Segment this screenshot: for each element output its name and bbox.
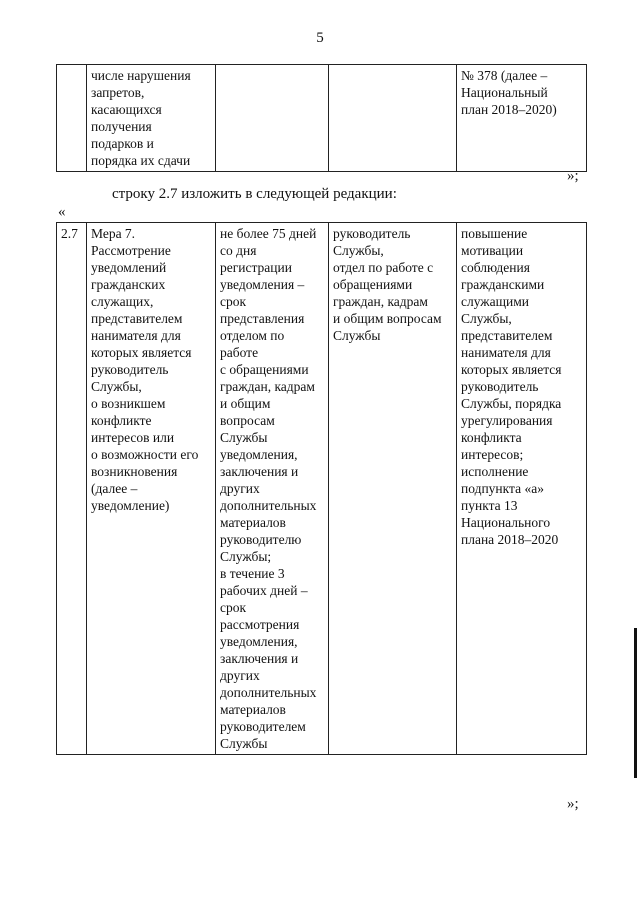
cell-line: материалов	[220, 515, 286, 530]
cell-line: урегулирования	[461, 413, 553, 428]
scan-edge-mark	[634, 628, 637, 778]
cell-line: дополнительных	[220, 498, 317, 513]
opening-quote: «	[58, 204, 66, 220]
cell-line: Национального	[461, 515, 551, 530]
cell-line: Службы,	[461, 311, 512, 326]
cell-line: срок	[220, 294, 247, 309]
cell-line: руководитель	[91, 362, 169, 377]
cell-line: материалов	[220, 702, 286, 717]
measure-cell	[87, 65, 216, 172]
cell-line: и общим	[220, 396, 271, 411]
term-cell	[216, 223, 329, 755]
cell-line: Службы	[220, 430, 268, 445]
result-cell	[457, 65, 587, 172]
cell-line: интересов;	[461, 447, 524, 462]
cell-line: руководитель	[461, 379, 539, 394]
executor-cell	[329, 223, 457, 755]
cell-line: порядка их сдачи	[91, 153, 191, 168]
cell-line: вопросам	[220, 413, 275, 428]
cell-line: повышение	[461, 226, 528, 241]
cell-line: Службы	[333, 328, 381, 343]
cell-line: Службы, порядка	[461, 396, 562, 411]
cell-line: руководитель	[333, 226, 411, 241]
cell-line: уведомления,	[220, 634, 298, 649]
cell-line: уведомление)	[91, 498, 170, 513]
cell-line: нанимателя для	[91, 328, 181, 343]
number-cell	[57, 65, 87, 172]
cell-line: получения	[91, 119, 152, 134]
cell-line: срок	[220, 600, 247, 615]
page-number: 5	[316, 30, 324, 46]
cell-line: других	[220, 481, 260, 496]
cell-line: гражданскими	[461, 277, 545, 292]
cell-line: дополнительных	[220, 685, 317, 700]
cell-line: в течение 3	[220, 566, 285, 581]
cell-line: подпункта «а»	[461, 481, 544, 496]
cell-line: граждан, кадрам	[220, 379, 315, 394]
closing-quote: »;	[567, 796, 579, 812]
measure-cell	[87, 223, 216, 755]
cell-line: Службы,	[333, 243, 384, 258]
cell-line: рабочих дней –	[220, 583, 308, 598]
cell-line: Службы,	[91, 379, 142, 394]
cell-line: план 2018–2020)	[461, 102, 557, 117]
row-number-cell: 2.7	[57, 223, 87, 755]
cell-line: отделом по	[220, 328, 285, 343]
cell-line: возникновения	[91, 464, 178, 479]
cell-line: руководителем	[220, 719, 306, 734]
cell-line: соблюдения	[461, 260, 530, 275]
cell-line: не более 75 дней	[220, 226, 317, 241]
cell-line: Рассмотрение	[91, 243, 171, 258]
continued-table	[56, 64, 587, 172]
cell-line: исполнение	[461, 464, 529, 479]
cell-line: конфликта	[461, 430, 522, 445]
cell-line: заключения и	[220, 651, 299, 666]
cell-line: мотивации	[461, 243, 524, 258]
table-row	[57, 65, 587, 172]
amended-row-table	[56, 222, 587, 755]
result-cell	[457, 223, 587, 755]
cell-line: гражданских	[91, 277, 166, 292]
cell-line: регистрации	[220, 260, 292, 275]
term-cell	[216, 65, 329, 172]
cell-line: числе нарушения	[91, 68, 191, 83]
cell-line: интересов или	[91, 430, 175, 445]
cell-line: конфликте	[91, 413, 152, 428]
instruction-text: строку 2.7 изложить в следующей редакции:	[112, 186, 397, 202]
cell-line: о возникшем	[91, 396, 166, 411]
cell-line: заключения и	[220, 464, 299, 479]
cell-line: служащих,	[91, 294, 154, 309]
cell-line: уведомления –	[220, 277, 305, 292]
cell-line: уведомлений	[91, 260, 167, 275]
cell-line: с обращениями	[220, 362, 309, 377]
cell-line: пункта 13	[461, 498, 518, 513]
cell-line: других	[220, 668, 260, 683]
cell-line: служащими	[461, 294, 530, 309]
cell-line: обращениями	[333, 277, 413, 292]
cell-line: Службы	[220, 736, 268, 751]
cell-line: представления	[220, 311, 305, 326]
cell-line: граждан, кадрам	[333, 294, 428, 309]
cell-line: и общим вопросам	[333, 311, 442, 326]
cell-line: работе	[220, 345, 259, 360]
cell-line: которых является	[461, 362, 562, 377]
cell-line: Службы;	[220, 549, 272, 564]
cell-line: уведомления,	[220, 447, 298, 462]
cell-line: запретов,	[91, 85, 145, 100]
cell-line: плана 2018–2020	[461, 532, 559, 547]
cell-line: которых является	[91, 345, 192, 360]
cell-line: (далее –	[91, 481, 138, 496]
executor-cell	[329, 65, 457, 172]
table-row	[57, 223, 587, 755]
cell-line: № 378 (далее –	[461, 68, 548, 83]
cell-line: Мера 7.	[91, 226, 136, 241]
cell-line: подарков и	[91, 136, 154, 151]
cell-line: Национальный	[461, 85, 548, 100]
cell-line: о возможности его	[91, 447, 199, 462]
cell-line: руководителю	[220, 532, 302, 547]
cell-line: рассмотрения	[220, 617, 300, 632]
cell-line: представителем	[91, 311, 183, 326]
cell-line: нанимателя для	[461, 345, 551, 360]
cell-line: отдел по работе с	[333, 260, 434, 275]
closing-quote: »;	[567, 168, 579, 184]
cell-line: представителем	[461, 328, 553, 343]
cell-line: касающихся	[91, 102, 162, 117]
cell-line: со дня	[220, 243, 257, 258]
